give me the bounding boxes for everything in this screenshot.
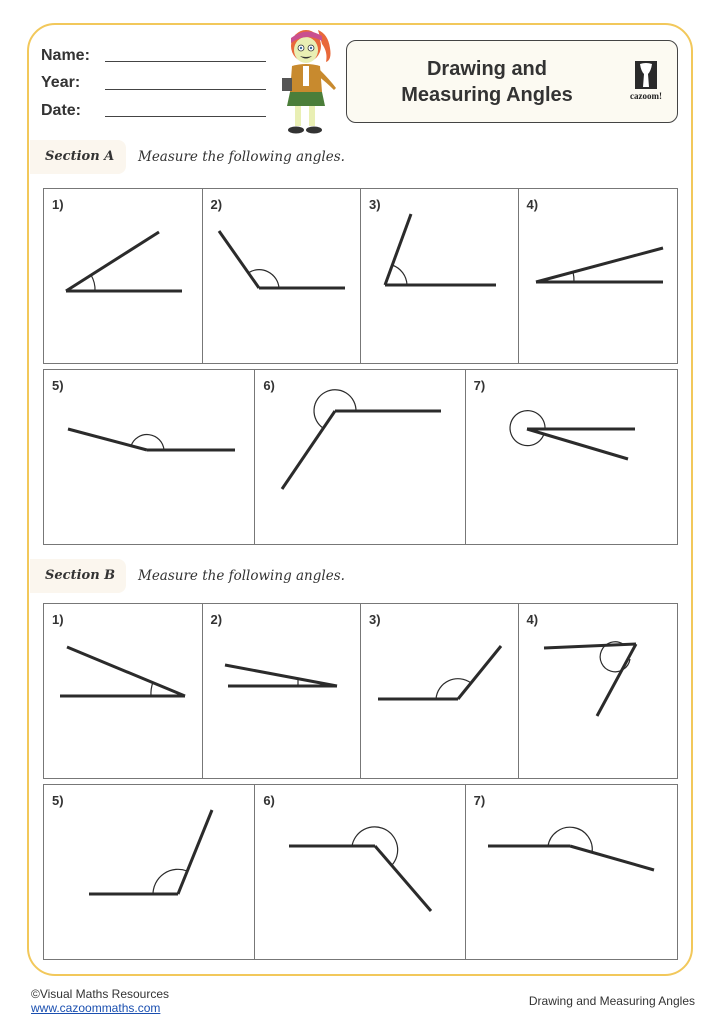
- angle-diagram-icon: [361, 604, 519, 780]
- question-number: 6): [263, 378, 275, 393]
- question-cell: [203, 604, 362, 778]
- angle-diagram-icon: [44, 785, 256, 961]
- angle-diagram-icon: [203, 604, 362, 780]
- section-a-row-1: [43, 188, 678, 364]
- footer-left: [31, 987, 169, 1015]
- question-number: 5): [52, 793, 64, 808]
- section-a-row-2: [43, 369, 678, 545]
- question-cell: [44, 189, 203, 363]
- question-cell: [255, 785, 465, 959]
- question-number: 5): [52, 378, 64, 393]
- question-cell: [255, 370, 465, 544]
- title-line-2: Measuring Angles: [401, 84, 573, 106]
- question-number: 6): [263, 793, 275, 808]
- angle-diagram-icon: [466, 785, 678, 961]
- year-label: Year:: [41, 74, 81, 91]
- angle-diagram-icon: [44, 604, 203, 780]
- date-label: Date:: [41, 102, 82, 119]
- angle-diagram-icon: [44, 189, 203, 365]
- question-number: 3): [369, 612, 381, 627]
- title-line-1: Drawing and: [426, 58, 547, 80]
- question-cell: [44, 785, 255, 959]
- question-number: 7): [473, 378, 486, 393]
- angle-diagram-icon: [466, 370, 678, 546]
- year-field[interactable]: [105, 89, 266, 90]
- name-label: Name:: [41, 47, 90, 64]
- question-cell: [361, 189, 519, 363]
- title-box: [346, 40, 678, 123]
- question-cell: [44, 604, 203, 778]
- question-number: 2): [210, 197, 223, 212]
- section-a-instruction: Measure the following angles.: [138, 149, 345, 165]
- angle-diagram-icon: [255, 370, 466, 546]
- question-cell: [203, 189, 362, 363]
- girl-mascot-icon: [278, 22, 344, 140]
- question-number: 4): [526, 197, 539, 212]
- question-cell: [466, 785, 677, 959]
- copyright-text: ©Visual Maths Resources: [31, 987, 170, 1001]
- angle-diagram-icon: [203, 189, 362, 365]
- question-number: 3): [369, 197, 381, 212]
- angle-diagram-icon: [361, 189, 519, 365]
- question-cell: [466, 370, 677, 544]
- footer-title: Drawing and Measuring Angles: [528, 994, 695, 1008]
- angle-diagram-icon: [44, 370, 256, 546]
- website-link[interactable]: www.cazoommaths.com: [31, 1001, 161, 1015]
- angle-diagram-icon: [519, 604, 678, 780]
- section-b-row-1: [43, 603, 678, 779]
- section-a-label: Section A: [45, 149, 115, 164]
- angle-diagram-icon: [255, 785, 466, 961]
- angle-diagram-icon: [519, 189, 678, 365]
- question-cell: [361, 604, 519, 778]
- section-b-row-2: [43, 784, 678, 960]
- question-number: 1): [52, 197, 64, 212]
- cazoom-logo-icon: [635, 61, 657, 89]
- question-number: 1): [52, 612, 64, 627]
- logo-text: cazoom!: [630, 91, 662, 101]
- question-cell: [44, 370, 255, 544]
- section-b-instruction: Measure the following angles.: [138, 568, 345, 584]
- name-field[interactable]: [105, 61, 266, 62]
- question-number: 2): [210, 612, 223, 627]
- date-field[interactable]: [105, 116, 266, 117]
- section-b-label: Section B: [45, 568, 116, 583]
- question-number: 7): [473, 793, 486, 808]
- cazoom-logo: [623, 61, 669, 103]
- question-cell: [519, 604, 678, 778]
- question-cell: [519, 189, 678, 363]
- question-number: 4): [526, 612, 539, 627]
